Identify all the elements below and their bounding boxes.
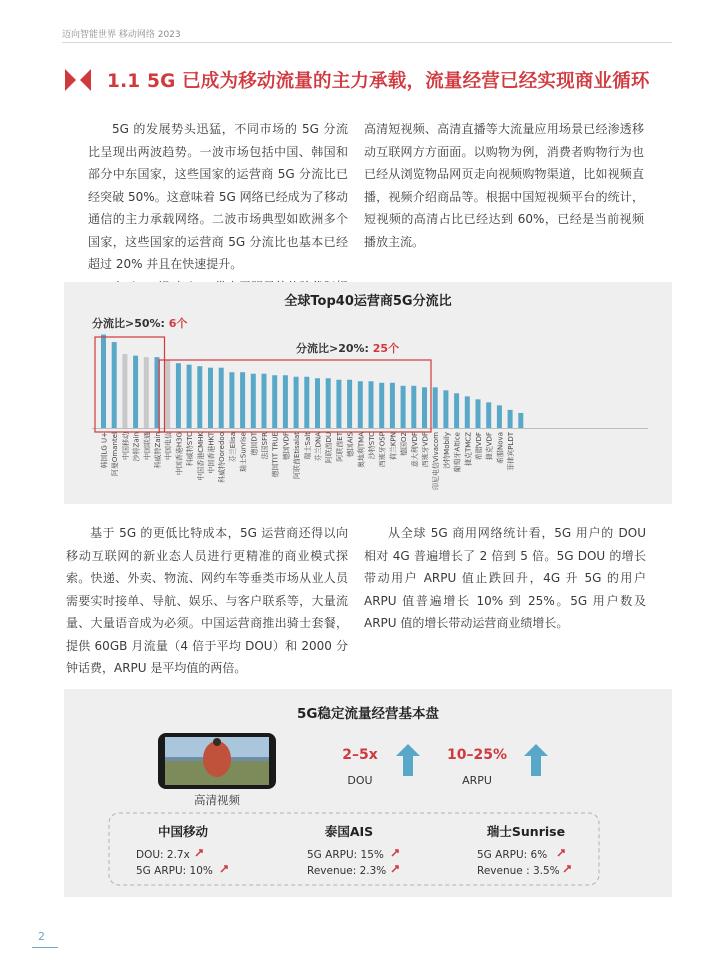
x-tick-label: 瑞士Salt xyxy=(303,432,312,460)
x-tick-label: 中国电信 xyxy=(164,432,173,460)
x-tick-label: 阿曼Omantel xyxy=(111,432,120,477)
operator-name: 瑞士Sunrise xyxy=(486,824,566,839)
info-graphic xyxy=(64,689,672,897)
x-tick-label: 科威特Zain xyxy=(154,432,162,469)
chart-bar xyxy=(401,386,406,428)
x-tick-label: 德国DT xyxy=(250,432,259,456)
chart-bar xyxy=(133,356,138,428)
image-caption: 高清视频 xyxy=(194,793,240,807)
chart-bar xyxy=(454,393,459,428)
chart-bar xyxy=(272,375,277,428)
x-tick-label: 芬兰DNA xyxy=(314,432,323,462)
x-tick-label: 科威特STC xyxy=(186,432,195,467)
x-tick-label: 德国AIS xyxy=(346,432,355,458)
chart-bar xyxy=(144,357,149,428)
x-tick-label: 西班牙OSP xyxy=(378,432,387,468)
x-tick-label: 菲律宾PLDT xyxy=(507,432,516,471)
chart-bar xyxy=(518,413,523,428)
operator-metric: DOU: 2.7x xyxy=(136,849,190,861)
phone-video-image xyxy=(158,733,276,789)
trend-up-icon xyxy=(196,850,202,856)
x-tick-label: 德国O2 xyxy=(400,432,409,456)
chart-bar xyxy=(411,386,416,428)
chart-bar xyxy=(422,387,427,428)
x-tick-label: 印尼电信Vivacom xyxy=(432,432,441,490)
trend-up-icon xyxy=(221,866,227,872)
x-tick-label: 阿联酋DU xyxy=(325,432,334,464)
trend-up-icon xyxy=(392,850,398,856)
chart-bar xyxy=(390,383,395,428)
section-heading xyxy=(65,68,650,92)
chart-title: 全球Top40运营商5G分流比 xyxy=(284,294,452,309)
chart-bar xyxy=(283,375,288,428)
chart-bar xyxy=(358,381,363,428)
body-paragraph: 高清短视频、高清直播等大流量应用场景已经渗透移动互联网方方面面。以购物为例，消费者购物行为也已经从浏览物品网页走向视频购物渠道，比如视频直播，视频介绍商品等。根据中国短视频平台的统计，短视频的高清占比已经达到 60%，已经是当前视频播放主流。 xyxy=(364,122,644,249)
chart-bar xyxy=(294,377,299,428)
chart-bar xyxy=(219,368,224,428)
running-header: 迈向智能世界 移动网络 2023 xyxy=(62,30,181,40)
chart-bar xyxy=(112,342,117,428)
chart-bar xyxy=(197,366,202,428)
x-tick-label: 中国香港HKT xyxy=(207,432,216,474)
trend-up-icon xyxy=(392,866,398,872)
x-tick-label: 德国VDF xyxy=(282,432,291,461)
operator-metric: Revenue: 2.3% xyxy=(307,865,387,877)
trend-up-icon xyxy=(558,850,564,856)
x-tick-label: 瑞士Sunrise xyxy=(239,432,248,473)
chart-bar xyxy=(187,365,192,428)
chart-bar xyxy=(315,378,320,428)
dou-growth-value: 2–5x xyxy=(342,747,378,763)
chart-annotation xyxy=(296,341,399,355)
chart-bar xyxy=(336,380,341,428)
annotation-label: 分流比>20%: xyxy=(296,342,373,355)
dou-label: DOU xyxy=(347,774,373,787)
chart-bar xyxy=(208,368,213,428)
operator-name: 中国移动 xyxy=(157,824,209,839)
chart-bar xyxy=(497,405,502,428)
chart-bar xyxy=(165,360,170,428)
x-tick-label: 中国香港H3G xyxy=(175,432,184,476)
chart-panel xyxy=(64,282,672,504)
chart-bar xyxy=(262,374,267,428)
chart-bar xyxy=(229,372,234,428)
body-column-bottom-right xyxy=(364,522,646,635)
x-tick-label: 科威特Ooredoo xyxy=(218,432,227,483)
annotation-value: 25个 xyxy=(372,342,400,355)
annotation-value: 6个 xyxy=(168,317,188,330)
x-tick-label: 中国联通 xyxy=(143,432,152,460)
x-tick-label: 沙特STC xyxy=(368,432,376,460)
header-rule xyxy=(62,42,672,43)
operator-metric: 5G ARPU: 6% xyxy=(477,849,548,861)
chart-bar xyxy=(122,354,127,428)
chart-bar xyxy=(465,396,470,428)
operator-card-ais xyxy=(307,824,398,877)
x-tick-label: 韩国LG U+ xyxy=(100,432,109,469)
body-paragraph: 基于 5G 的更低比特成本，5G 运营商还得以向移动互联网的新业态人员进行更精准的商业模式探索。快递、外卖、物流、网约车等垂类市场从业人员需要实时接单、导航、娱乐、与客户联系等，大量流量、大量语音成为必须。中国运营商推出骑士套餐，提供 60GB 月流量（4 倍于平均 DOU）和 2000 分钟话费，ARPU 是平均值的两倍。 xyxy=(66,526,348,675)
x-tick-label: 沙特Mobily xyxy=(442,432,451,469)
body-paragraph: 从全球 5G 商用网络统计看，5G 用户的 DOU 相对 4G 普遍增长了 2 倍到 5 倍。5G DOU 的增长带动用户 ARPU 值止跌回升，4G 升 5G 的用户 ARPU 值普遍增长 10% 到 25%。5G 用户数及 ARPU 值的增长带动运营商业绩增长。 xyxy=(364,526,646,630)
chart-bar xyxy=(326,378,331,428)
up-arrow-icon xyxy=(396,744,420,776)
chart-bar xyxy=(476,399,481,428)
x-tick-label: 意大利VDF xyxy=(410,432,419,468)
operator-metric: 5G ARPU: 15% xyxy=(307,849,384,861)
chart-bar xyxy=(508,410,513,428)
x-tick-label: 捷克VDF xyxy=(485,432,494,461)
x-tick-label: 荷兰KPN xyxy=(389,432,398,461)
operator-card-cmcc xyxy=(136,824,227,877)
x-tick-label: 奥地利TMA xyxy=(357,432,366,469)
x-tick-label: 阿联酋Etisalat xyxy=(293,432,302,480)
operator-metric: 5G ARPU: 10% xyxy=(136,865,213,877)
section-title: 1.1 5G 已成为移动流量的主力承载，流量经营已经实现商业循环 xyxy=(107,71,650,92)
chart-bar xyxy=(369,381,374,428)
info-title: 5G稳定流量经营基本盘 xyxy=(297,706,439,722)
chart-annotation xyxy=(92,316,187,330)
arpu-growth-value: 10–25% xyxy=(447,747,507,763)
x-tick-label: 中国香港CMHK xyxy=(196,432,205,481)
x-tick-label: 西班牙VDF xyxy=(421,432,430,468)
operator-name: 泰国AIS xyxy=(324,824,374,839)
bar-chart xyxy=(64,282,672,504)
chart-bar xyxy=(443,390,448,428)
chart-bar xyxy=(240,372,245,428)
chart-bar xyxy=(433,387,438,428)
trend-up-icon xyxy=(564,866,570,872)
x-tick-label: 希腊Nova xyxy=(496,432,505,464)
chart-bar xyxy=(486,402,491,428)
page-number: 2 xyxy=(38,930,45,943)
operator-metric: Revenue : 3.5% xyxy=(477,865,560,877)
chart-bar xyxy=(251,374,256,428)
annotation-label: 分流比>50%: xyxy=(92,317,169,330)
bowtie-icon xyxy=(65,69,93,91)
operator-card-sunrise xyxy=(477,824,570,877)
x-tick-label: 阿联酋ET xyxy=(335,432,344,462)
x-tick-label: 法国SFR xyxy=(261,432,269,460)
body-paragraph: 5G 的发展势头迅猛，不同市场的 5G 分流比呈现出两波趋势。一波市场包括中国、韩国和部分中东国家，这些国家的运营商 5G 分流比已经突破 50%。这意味着 5G 网络已经成为了移动通信的主力承载网络。二波市场典型如欧洲多个国家，这些国家的运营商 5G 分流比也基本已经超过 20% 并且在快速提升。 xyxy=(88,122,348,271)
info-panel xyxy=(64,689,672,897)
x-tick-label: 中国移动 xyxy=(121,432,130,460)
arpu-label: ARPU xyxy=(462,774,492,787)
chart-bar xyxy=(379,383,384,428)
x-tick-label: 捷克TMCZ xyxy=(464,432,473,466)
page-number-rule xyxy=(32,947,58,948)
body-column-top-right xyxy=(364,118,644,253)
chart-bar xyxy=(101,335,106,428)
x-tick-label: 希腊VDF xyxy=(475,432,483,461)
body-column-bottom-left xyxy=(66,522,348,680)
chart-bar xyxy=(304,377,309,428)
x-tick-label: 葡萄牙Altice xyxy=(453,432,462,473)
x-tick-label: 沙特Zain xyxy=(132,432,141,462)
chart-bar xyxy=(347,380,352,428)
up-arrow-icon xyxy=(524,744,548,776)
x-tick-label: 芬兰Elisa xyxy=(228,432,237,463)
x-tick-label: 德国TIT TRUE xyxy=(271,432,280,478)
chart-bar xyxy=(176,363,181,428)
